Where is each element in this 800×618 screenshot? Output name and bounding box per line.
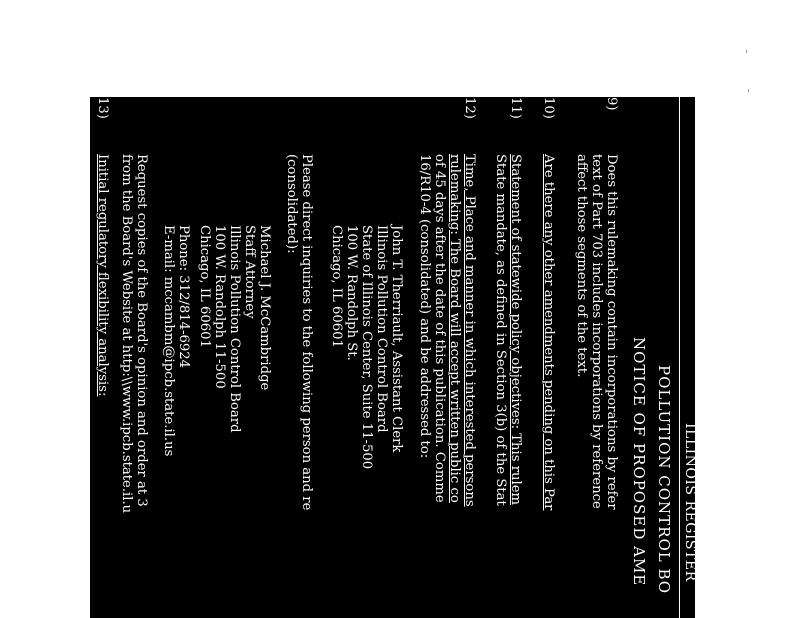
item-10-line: Are there any other amendments pending on this Par	[541, 154, 556, 511]
item-9-line: Does this rulemaking contain incorporations by refer	[604, 154, 619, 510]
item-12-number: 12)	[462, 97, 477, 119]
item-13-number: 13)	[95, 97, 110, 119]
scanned-page	[61, 97, 698, 618]
clerk-address-line: State of Illinois Center, Suite 11-500	[359, 225, 374, 470]
contact-phone: Phone: 312/814-6924	[176, 225, 191, 369]
clerk-address-line: John T. Therriault, Assistant Clerk	[389, 225, 404, 453]
item-12-line: 16/R10-4 (consolidated) and be addressed to:	[417, 154, 432, 459]
clerk-address-line: Chicago, IL 60601	[329, 225, 344, 348]
agency-title: POLLUTION CONTROL BO	[655, 365, 673, 595]
contact-line: Staff Attorney	[242, 225, 257, 319]
contact-line: Illinois Pollution Control Board	[227, 225, 242, 433]
contact-line: 100 W. Randolph 11-500	[212, 225, 227, 389]
item-11-number: 11)	[508, 97, 523, 119]
item-11-line: Statement of statewide policy objectives: This rulem	[508, 154, 523, 506]
inquiries-line: Please direct inquiries to the following person and re	[299, 154, 314, 511]
header-rule	[679, 97, 680, 618]
item-9-number: 9)	[604, 97, 619, 111]
item-13a-line: affected: This rulemaking may affect those s	[61, 225, 76, 522]
item-12-line: Time, Place and manner in which interested persons	[462, 154, 477, 507]
contact-line: Michael J. McCambridge	[257, 225, 272, 391]
item-13a-label: A)	[76, 154, 91, 169]
register-title: ILLINOIS REGISTER	[682, 423, 698, 582]
copies-line: Request copies of the Board's opinion and order at 3	[134, 154, 149, 507]
item-13-text: Initial regulatory flexibility analysis:	[95, 154, 110, 397]
item-12-line: of 45 days after the date of this publication. Comme	[432, 154, 447, 503]
scan-speck	[748, 89, 749, 92]
clerk-address-line: 100 W. Randolph St.	[344, 225, 359, 361]
contact-line: Chicago, IL 60601	[197, 225, 212, 348]
copies-line: from the Board's Website at http:\\www.ipcb.state.il.u	[119, 154, 134, 514]
item-9-line: text of Part 703 includes incorporations by reference	[589, 154, 604, 509]
scan-speck	[746, 50, 747, 53]
rotated-document	[61, 97, 698, 618]
item-11-line: State mandate, as defined in Section 3(b) of the Stat	[493, 154, 508, 506]
clerk-address-line: Illinois Pollution Control Board	[374, 225, 389, 433]
item-9-line: affect those segments of the text.	[574, 154, 589, 378]
notice-title: NOTICE OF PROPOSED AME	[630, 337, 648, 587]
item-13a-line: Types of small businesses, small municipaliti	[76, 225, 91, 526]
item-10-number: 10)	[541, 97, 556, 119]
inquiries-line: (consolidated):	[284, 154, 299, 254]
contact-email: E-mail: mccambm@ipcb.state.il.us	[161, 225, 176, 457]
item-12-line: rulemaking: The Board will accept written public co	[447, 154, 462, 503]
